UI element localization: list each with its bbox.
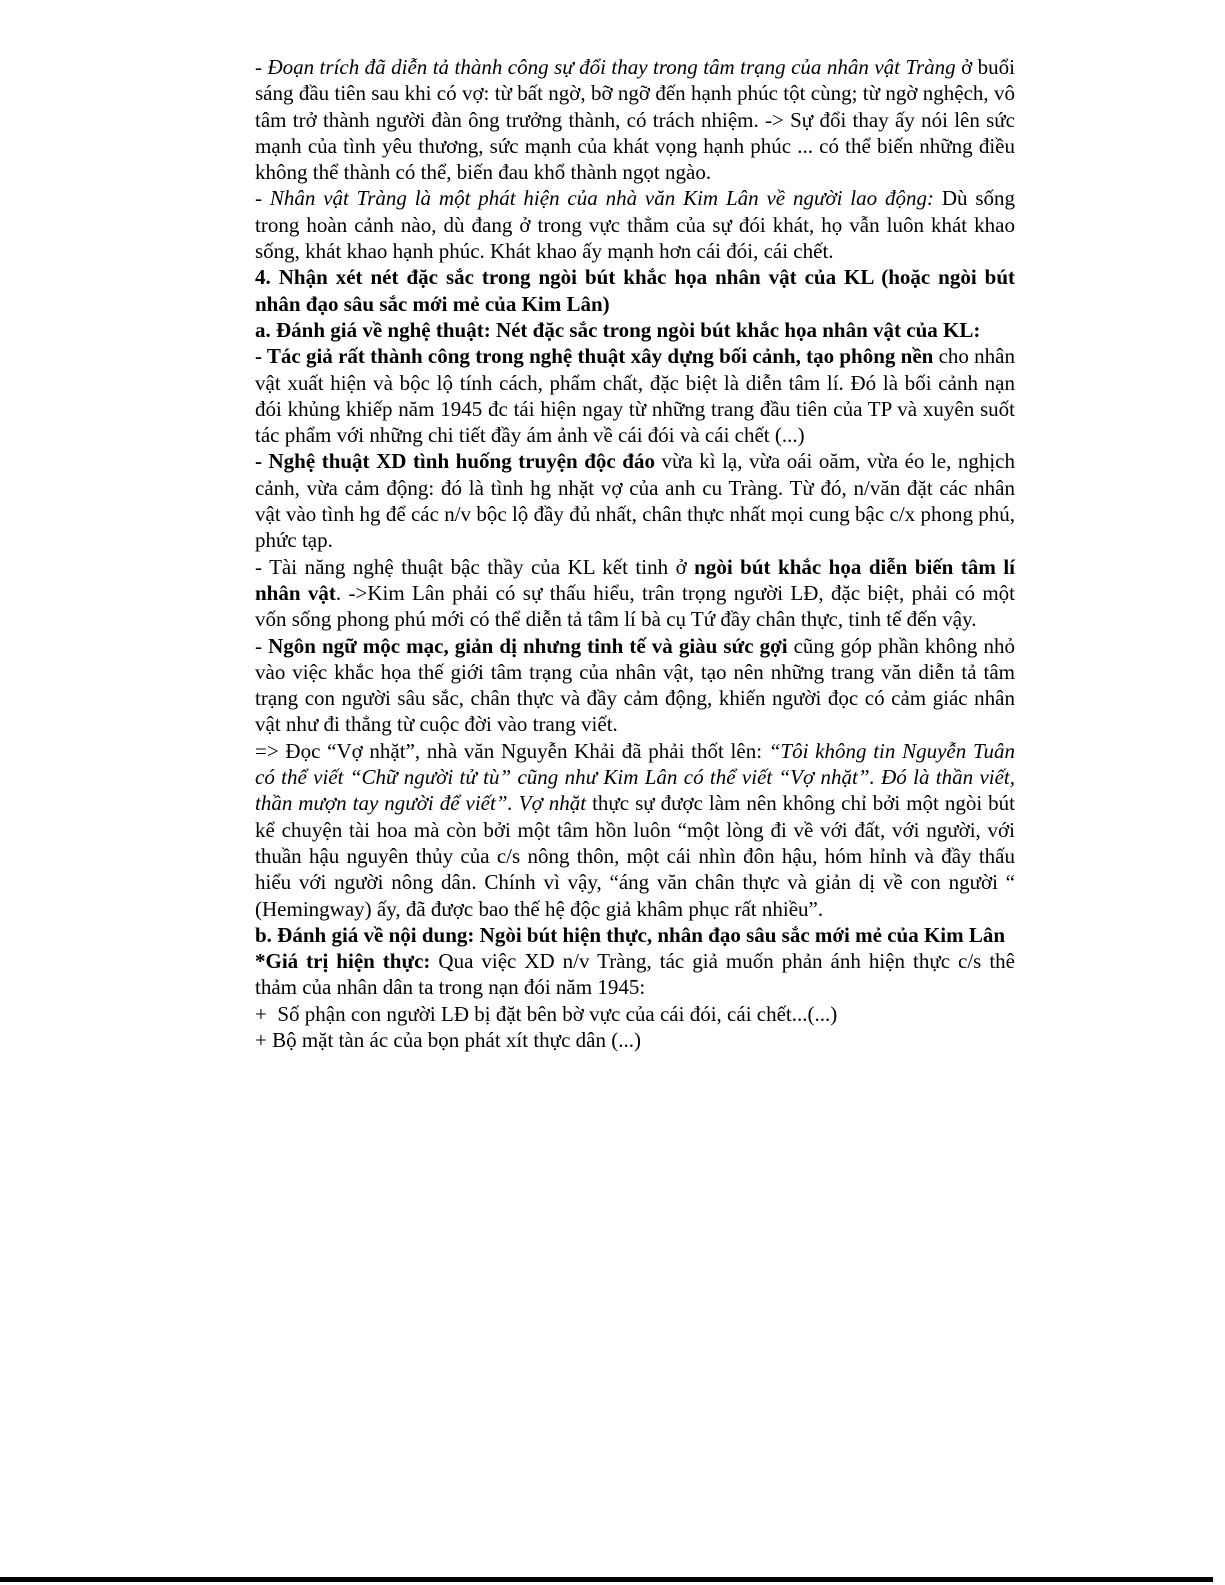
text-run-bold: b. Đánh giá về nội dung: Ngòi bút hiện thực, nhân đạo sâu sắc mới mẻ của Kim Lân: [255, 922, 1006, 947]
paragraph: [255, 54, 1015, 185]
text-run-italic: “Tôi không tin Nguyễn Tuân có thể viết “Chữ người tử tù” cũng như Kim Lân có thể viết “Vợ nhặt”. Đó là thần viết, thần mượn tay người để viết”. Vợ nhặt: [255, 738, 1015, 816]
paragraph: [255, 948, 1015, 1001]
text-run-bold: *Giá trị hiện thực:: [255, 949, 431, 974]
text-run-normal: + Số phận con người LĐ bị đặt bên bờ vực của cái đói, cái chết...(...): [255, 1001, 838, 1026]
text-run-bold: - Tác giả rất thành công trong nghệ thuật xây dựng bối cảnh, tạo phông nền: [255, 344, 934, 369]
paragraph: [255, 1027, 1015, 1053]
text-run-bold: a. Đánh giá về nghệ thuật: Nét đặc sắc trong ngòi bút khắc họa nhân vật của KL:: [255, 317, 981, 342]
text-run-bold: ngòi bút khắc họa diễn biến tâm lí nhân vật: [255, 554, 1015, 605]
text-run-bold: Ngôn ngữ mộc mạc, giản dị nhưng tinh tế và giàu sức gợi: [268, 633, 788, 658]
paragraph: [255, 317, 1015, 343]
text-run-bold: - Nghệ thuật XD tình huống truyện độc đáo: [255, 449, 655, 474]
text-run-normal: + Bộ mặt tàn ác của bọn phát xít thực dân (...): [255, 1027, 641, 1052]
text-run-bold: 4. Nhận xét nét đặc sắc trong ngòi bút khắc họa nhân vật của KL (hoặc ngòi bút nhân đạo sâu sắc mới mẻ của Kim Lân): [255, 265, 1015, 316]
text-run-normal: vừa kì lạ, vừa oái oăm, vừa éo le, nghịch cảnh, vừa cảm động: đó là tình hg nhặt vợ của anh cu Tràng. Từ đó, n/văn đặt các nhân vật vào tình hg để các n/v bộc lộ đầy đủ nhất, chân thực nhất mọi cung bậc c/x phong phú, phức tạp.: [255, 449, 1016, 553]
paragraph: [255, 448, 1015, 553]
paragraph: [255, 264, 1015, 317]
text-run-normal: Dù sống trong hoàn cảnh nào, dù đang ở trong vực thẳm của sự đói khát, họ vẫn luôn khát khao sống, khát khao hạnh phúc. Khát khao ấy mạnh hơn cái đói, cái chết.: [255, 186, 1015, 264]
paragraph: [255, 554, 1015, 633]
text-run-normal: ở buổi sáng đầu tiên sau khi có vợ: từ bất ngờ, bỡ ngỡ đến hạnh phúc tột cùng; từ ngờ nghệch, vô tâm trở thành người đàn ông trưởng thành, có trách nhiệm. -> Sự đổi thay ấy nói lên sức mạnh của tình yêu thương, sức mạnh của khát vọng hạnh phúc ... có thể biến những điều không thể thành có thể, biến đau khổ thành ngọt ngào.: [255, 55, 1015, 185]
page-bottom-rule: [0, 1577, 1213, 1582]
paragraph: [255, 1001, 1015, 1027]
paragraph: [255, 343, 1015, 448]
text-run-normal: thực sự được làm nên không chỉ bởi một ngòi bút kể chuyện tài hoa mà còn bởi một tâm hồn luôn “một lòng đi về với đất, với người, với thuần hậu nguyên thủy của c/s nông thôn, một cái nhìn đôn hậu, hóm hỉnh và đầy thấu hiểu với người nông dân. Chính vì vậy, “áng văn chân thực và giản dị về con người “ (Hemingway) ấy, đã được bao thế hệ độc giả khâm phục rất nhiều”.: [255, 791, 1015, 921]
text-run-normal: -: [255, 633, 269, 658]
text-run-normal: . ->Kim Lân phải có sự thấu hiểu, trân trọng người LĐ, đặc biệt, phải có một vốn sống phong phú mới có thể diễn tả tâm lí bà cụ Tứ đầy chân thực, tinh tế đến vậy.: [255, 580, 1016, 632]
paragraph: [255, 185, 1015, 264]
text-run-italic: - Nhân vật Tràng là một phát hiện của nhà văn Kim Lân về người lao động:: [255, 186, 934, 211]
text-run-normal: - Tài năng nghệ thuật bậc thầy của KL kết tinh ở: [255, 554, 695, 579]
text-run-normal: Qua việc XD n/v Tràng, tác giả muốn phản ánh hiện thực c/s thê thảm của nhân dân ta trong nạn đói năm 1945:: [255, 949, 1016, 1000]
text-run-normal: cho nhân vật xuất hiện và bộc lộ tính cách, phẩm chất, đặc biệt là diễn tâm lí. Đó là bối cảnh nạn đói khủng khiếp năm 1945 đc tái hiện ngay từ những trang đầu tiên của TP và xuyên suốt tác phẩm với những chi tiết đầy ám ảnh về cái đói và cái chết (...): [255, 344, 1015, 448]
text-run-normal: => Đọc “Vợ nhặt”, nhà văn Nguyễn Khải đã phải thốt lên:: [255, 738, 769, 763]
paragraph: [255, 633, 1015, 738]
paragraph: [255, 922, 1015, 948]
paragraph: [255, 738, 1015, 922]
document-text: [255, 54, 1015, 1053]
text-run-italic: - Đoạn trích đã diễn tả thành công sự đổi thay trong tâm trạng của nhân vật Tràng: [255, 55, 956, 79]
text-run-normal: cũng góp phần không nhỏ vào việc khắc họa thế giới tâm trạng của nhân vật, tạo nên những trang văn diễn tả tâm trạng con người sâu sắc, chân thực và đầy cảm động, khiến người đọc có cảm giác nhân vật như đi thẳng từ cuộc đời vào trang viết.: [255, 633, 1015, 737]
